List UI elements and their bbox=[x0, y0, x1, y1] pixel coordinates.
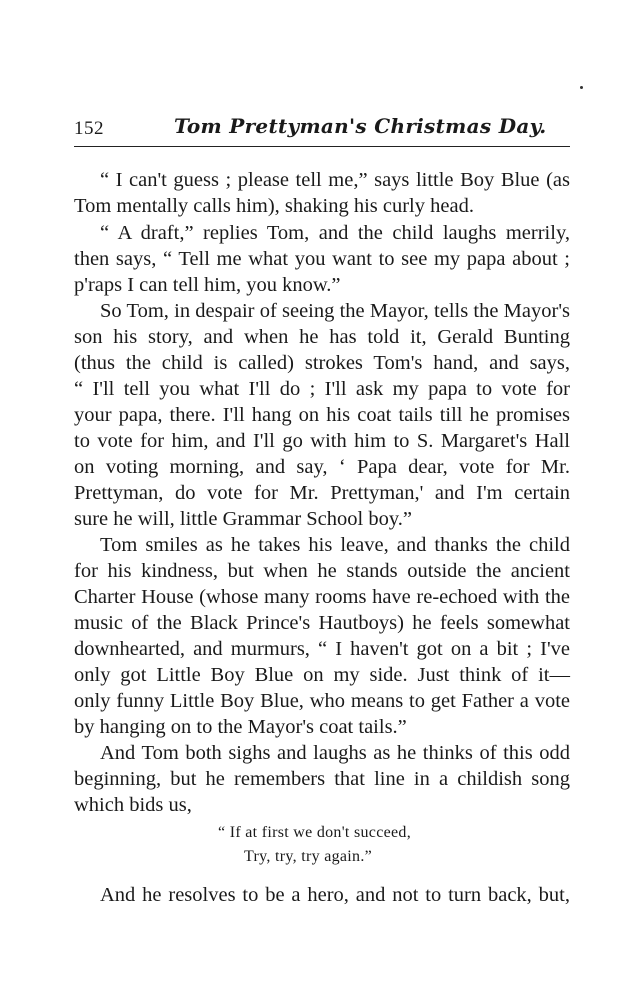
text-line: Tom mentally calls him), shaking his curly head. bbox=[74, 195, 474, 217]
printing-speck bbox=[580, 86, 583, 89]
text-line: Tom smiles as he takes his leave, and thanks the child bbox=[100, 534, 570, 556]
text-line: And Tom both sighs and laughs as he thinks of this odd bbox=[100, 742, 570, 764]
verse-line: “ If at first we don't succeed, bbox=[218, 824, 411, 841]
text-line: And he resolves to be a hero, and not to turn back, but, bbox=[100, 884, 570, 906]
text-line: “ I'll tell you what I'll do ; I'll ask my papa to vote for bbox=[74, 378, 570, 400]
text-line: beginning, but he remembers that line in a childish song bbox=[74, 768, 570, 790]
text-line: only funny Little Boy Blue, who means to get Father a vote bbox=[74, 690, 570, 712]
page-number: 152 bbox=[74, 118, 104, 139]
text-line: then says, “ Tell me what you want to see my papa about ; bbox=[74, 248, 570, 270]
text-line: which bids us, bbox=[74, 794, 192, 816]
text-line: only got Little Boy Blue on my side. Just think of it— bbox=[74, 664, 570, 686]
text-line: your papa, there. I'll hang on his coat tails till he promises bbox=[74, 404, 570, 426]
text-line: sure he will, little Grammar School boy.” bbox=[74, 508, 412, 530]
text-line: to vote for him, and I'll go with him to S. Margaret's Hall bbox=[74, 430, 570, 452]
text-line: “ A draft,” replies Tom, and the child laughs merrily, bbox=[100, 222, 570, 244]
text-line: “ I can't guess ; please tell me,” says little Boy Blue (as bbox=[100, 169, 570, 191]
text-line: for his kindness, but when he stands outside the ancient bbox=[74, 560, 570, 582]
header-rule bbox=[74, 146, 570, 147]
text-line: So Tom, in despair of seeing the Mayor, tells the Mayor's bbox=[100, 300, 570, 322]
text-line: on voting morning, and say, ‘ Papa dear, vote for Mr. bbox=[74, 456, 570, 478]
text-line: music of the Black Prince's Hautboys) he feels somewhat bbox=[74, 612, 570, 634]
text-line: Charter House (whose many rooms have re-echoed with the bbox=[74, 586, 570, 608]
page-header bbox=[74, 112, 570, 142]
verse-line: Try, try, try again.” bbox=[244, 848, 373, 865]
text-line: downhearted, and murmurs, “ I haven't got on a bit ; I've bbox=[74, 638, 570, 660]
running-head: Tom Prettyman's Christmas Day. bbox=[174, 114, 547, 138]
text-line: by hanging on to the Mayor's coat tails.” bbox=[74, 716, 407, 738]
text-line: son his story, and when he has told it, Gerald Bunting bbox=[74, 326, 570, 348]
text-line: (thus the child is called) strokes Tom's hand, and says, bbox=[74, 352, 570, 374]
text-line: Prettyman, do vote for Mr. Prettyman,' and I'm certain bbox=[74, 482, 570, 504]
text-line: p'raps I can tell him, you know.” bbox=[74, 274, 341, 296]
